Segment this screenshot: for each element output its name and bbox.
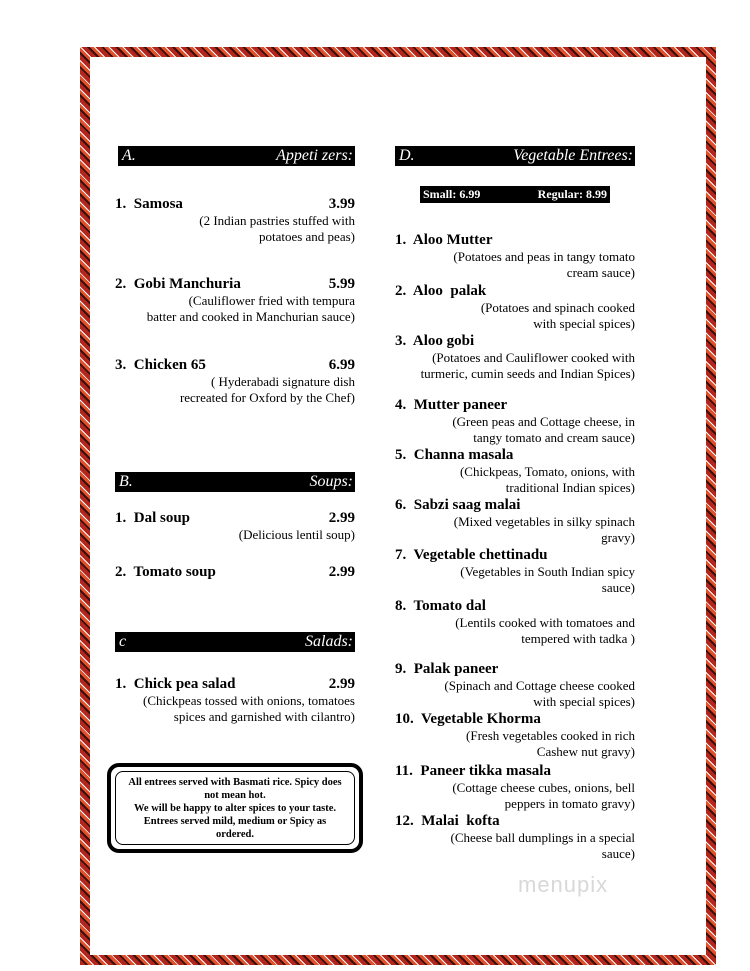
notice-text xyxy=(115,771,355,845)
size-price-bar xyxy=(420,186,610,203)
item-name: 12. Malai kofta xyxy=(395,813,500,829)
section-header xyxy=(115,632,355,652)
menu-item xyxy=(115,563,355,581)
item-price: 2.99 xyxy=(328,676,355,692)
notice-line: All entrees served with Basmati rice. Spicy does xyxy=(128,777,342,788)
section-letter: D. xyxy=(399,147,415,164)
item-description: Cashew nut gravy) xyxy=(536,744,635,759)
item-name-row xyxy=(115,563,355,581)
item-name: 1. Chick pea salad xyxy=(115,676,236,692)
notice-box xyxy=(107,763,363,853)
item-name-row xyxy=(395,282,635,300)
menu-item xyxy=(115,275,355,325)
item-description: tempered with tadka ) xyxy=(521,631,635,646)
item-description: (Fresh vegetables cooked in rich xyxy=(466,728,635,743)
item-description: with special spices) xyxy=(533,316,635,331)
item-name: 10. Vegetable Khorma xyxy=(395,711,541,727)
section-header xyxy=(118,146,355,166)
section-title: Vegetable Entrees: xyxy=(513,147,633,164)
regular-price: Regular: 8.99 xyxy=(537,187,607,201)
notice-line: not mean hot. xyxy=(204,790,266,801)
menu-item xyxy=(115,509,355,543)
item-description: (Green peas and Cottage cheese, in xyxy=(452,414,635,429)
menu-item xyxy=(115,675,355,725)
item-description: (Cheese ball dumplings in a special xyxy=(450,830,635,845)
item-description: peppers in tomato gravy) xyxy=(504,796,635,811)
item-description: batter and cooked in Manchurian sauce) xyxy=(146,309,355,324)
item-description: (Lentils cooked with tomatoes and xyxy=(455,615,635,630)
item-name-row xyxy=(395,546,635,564)
item-name-row xyxy=(395,660,635,678)
item-price: 3.99 xyxy=(328,196,355,212)
section-letter: B. xyxy=(119,473,133,490)
item-name-row xyxy=(395,597,635,615)
item-name: 6. Sabzi saag malai xyxy=(395,497,521,513)
menu-item xyxy=(395,812,635,862)
item-name-row xyxy=(115,509,355,527)
menu-item xyxy=(395,231,635,281)
item-name-row xyxy=(395,710,635,728)
item-name-row xyxy=(395,332,635,350)
item-description: sauce) xyxy=(601,580,635,595)
item-name: 3. Chicken 65 xyxy=(115,357,206,373)
item-name: 2. Gobi Manchuria xyxy=(115,276,241,292)
item-description: (Spinach and Cottage cheese cooked xyxy=(444,678,635,693)
item-description: (Chickpeas, Tomato, onions, with xyxy=(459,464,635,479)
menu-item xyxy=(395,282,635,332)
menu-item xyxy=(395,496,635,546)
item-description: (Mixed vegetables in silky spinach xyxy=(453,514,635,529)
item-description: (2 Indian pastries stuffed with xyxy=(199,213,355,228)
item-price: 2.99 xyxy=(328,510,355,526)
item-description: (Delicious lentil soup) xyxy=(238,527,355,542)
item-name-row xyxy=(395,496,635,514)
section-title: Soups: xyxy=(309,473,353,490)
notice-line: ordered. xyxy=(215,829,254,840)
item-description: sauce) xyxy=(601,846,635,861)
item-name-row xyxy=(395,446,635,464)
menu-item xyxy=(115,195,355,245)
item-description: tangy tomato and cream sauce) xyxy=(473,430,635,445)
item-description: (Potatoes and peas in tangy tomato xyxy=(453,249,635,264)
item-name: 2. Tomato soup xyxy=(115,564,216,580)
item-description: (Cauliflower fried with tempura xyxy=(188,293,355,308)
item-price: 6.99 xyxy=(328,357,355,373)
section-letter: c xyxy=(119,633,127,650)
menu-item xyxy=(395,396,635,446)
menu-item xyxy=(395,710,635,760)
section-header xyxy=(395,146,635,166)
menu-item xyxy=(395,546,635,596)
item-name: 3. Aloo gobi xyxy=(395,333,475,349)
item-name: 2. Aloo palak xyxy=(395,283,487,299)
section-header xyxy=(115,472,355,492)
item-description: (Chickpeas tossed with onions, tomatoes xyxy=(143,693,355,708)
item-name: 1. Dal soup xyxy=(115,510,191,526)
notice-line: We will be happy to alter spices to your taste. xyxy=(133,803,337,814)
item-name: 1. Samosa xyxy=(115,196,183,212)
item-description: ( Hyderabadi signature dish xyxy=(210,374,355,389)
item-name: 9. Palak paneer xyxy=(395,661,499,677)
item-name: 7. Vegetable chettinadu xyxy=(395,547,548,563)
menu-item xyxy=(395,332,635,382)
item-name-row xyxy=(395,762,635,780)
item-price: 2.99 xyxy=(328,564,355,580)
item-name-row xyxy=(395,812,635,830)
item-description: (Potatoes and spinach cooked xyxy=(480,300,635,315)
item-description: with special spices) xyxy=(533,694,635,709)
item-name: 1. Aloo Mutter xyxy=(395,232,493,248)
item-name-row xyxy=(395,231,635,249)
item-name-row xyxy=(395,396,635,414)
item-name: 11. Paneer tikka masala xyxy=(395,763,551,779)
menu-item xyxy=(395,762,635,812)
item-description: recreated for Oxford by the Chef) xyxy=(179,390,355,405)
small-price: Small: 6.99 xyxy=(423,187,481,201)
item-description: (Potatoes and Cauliflower cooked with xyxy=(432,350,635,365)
section-letter: A. xyxy=(122,147,136,164)
item-description: spices and garnished with cilantro) xyxy=(173,709,355,724)
menu-item xyxy=(395,660,635,710)
item-name-row xyxy=(115,675,355,693)
item-description: (Vegetables in South Indian spicy xyxy=(460,564,635,579)
menu-item xyxy=(395,446,635,496)
item-description: gravy) xyxy=(601,530,635,545)
item-name-row xyxy=(115,195,355,213)
item-description: potatoes and peas) xyxy=(258,229,355,244)
notice-line: Entrees served mild, medium or Spicy as xyxy=(143,816,327,827)
section-title: Salads: xyxy=(305,633,353,650)
item-price: 5.99 xyxy=(328,276,355,292)
watermark-logo: menupix xyxy=(518,872,609,897)
section-title: Appeti zers: xyxy=(276,147,353,164)
item-description: cream sauce) xyxy=(566,265,635,280)
item-name: 8. Tomato dal xyxy=(395,598,486,614)
item-name: 5. Channa masala xyxy=(395,447,514,463)
menu-item xyxy=(395,597,635,647)
item-description: (Cottage cheese cubes, onions, bell xyxy=(452,780,635,795)
item-description: turmeric, cumin seeds and Indian Spices) xyxy=(420,366,635,381)
item-name-row xyxy=(115,356,355,374)
item-name: 4. Mutter paneer xyxy=(395,397,508,413)
item-name-row xyxy=(115,275,355,293)
item-description: traditional Indian spices) xyxy=(505,480,635,495)
menu-item xyxy=(115,356,355,406)
